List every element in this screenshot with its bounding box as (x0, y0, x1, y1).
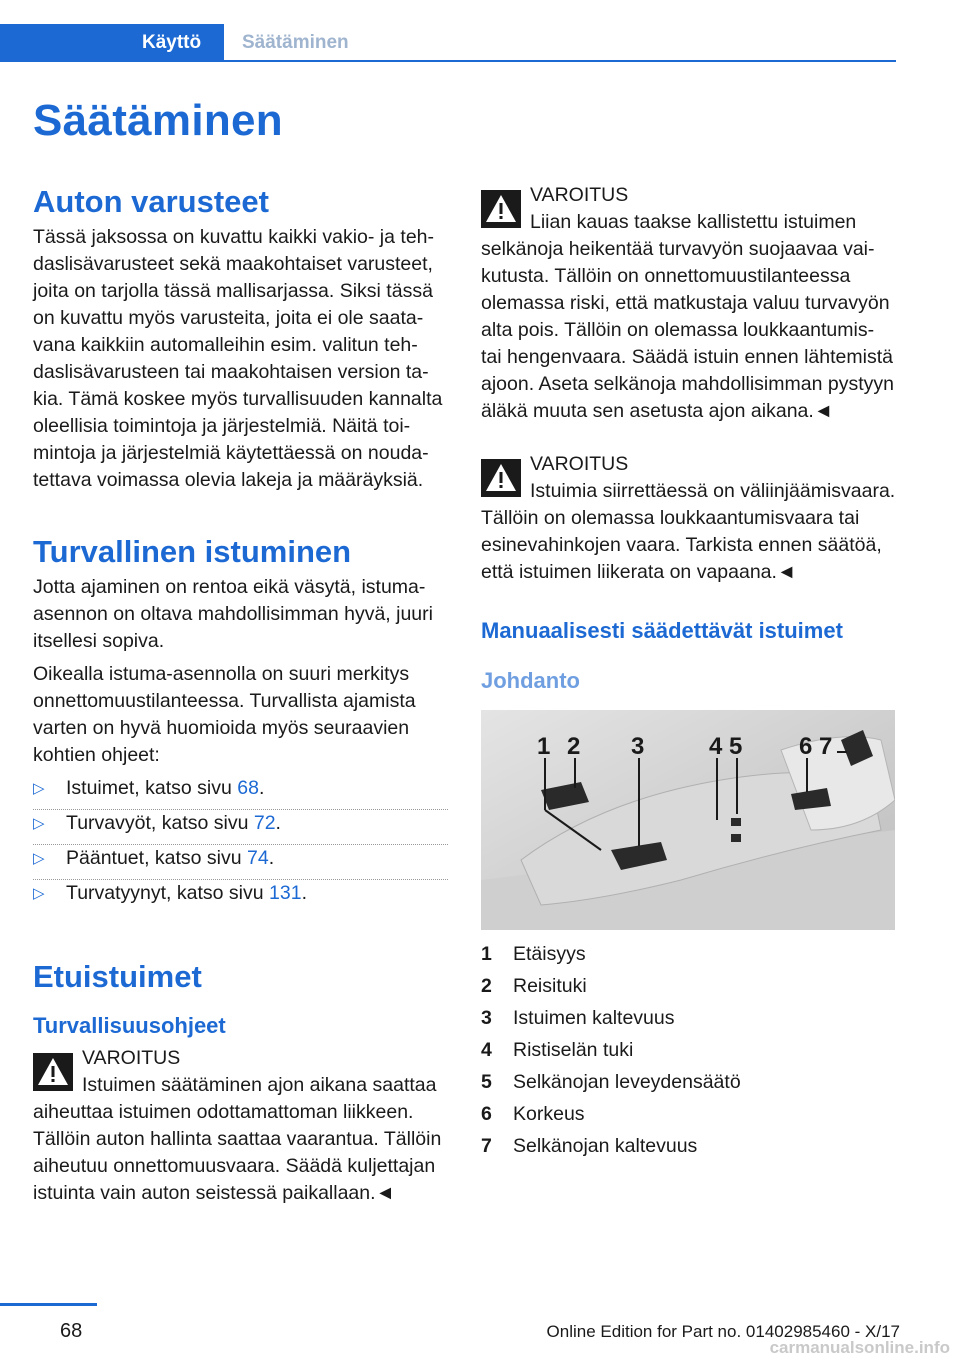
list-item: ▷ Pääntuet, katso sivu 74. (33, 845, 448, 880)
figure-label: 1 (537, 733, 551, 760)
triangle-bullet-icon: ▷ (33, 780, 45, 797)
warning-text: Istuimia siirrettäessä on väliinjäämisvaara. Tällöin on olemassa loukkaantumisvaara tai esinevahinkojen vaara. Tarkista ennen säätöä, että istuimen liikerata on vapaana.◄ (481, 480, 896, 583)
page-link[interactable]: 131 (269, 882, 302, 904)
warning-triangle-icon (481, 459, 521, 497)
subheading-manuaaliset-istuimet: Manuaalisesti säädettävät istuimet (481, 618, 843, 643)
page-link[interactable]: 68 (237, 777, 259, 799)
paragraph-istuma-asento: Jotta ajaminen on rentoa eikä väsytä, istuma-asennon on oltava mahdollisimman hyvä, juuri itsellesi sopiva. (33, 576, 433, 652)
footer-rule (0, 1303, 97, 1306)
list-item: ▷ Turvavyöt, katso sivu 72. (33, 810, 448, 845)
header-rule (224, 60, 896, 62)
warning-block (481, 451, 897, 586)
section-body-auton-varusteet: Tässä jaksossa on kuvattu kaikki vakio- ja tehdaslisävarusteet sekä maakohtaiset varusteet, joita on tarjolla tässä mallisarjassa. Siksi tässä on kuvattu myös varusteita, joita ei ole saatavana kaikkiin automalleihin esim. valitun tehdaslisävarusteen tai maakohtaisen version takia. Tämä koskee myös turvallisuuden kannalta oleellisia toimintoja ja järjestelmiä. Näitä toimintoja ja järjestelmiä käytettäessä on noudatettava voimassa olevia lakeja ja määräyksiä. (33, 226, 443, 491)
warning-title: VAROITUS (530, 184, 629, 206)
section-heading-etuistuimet: Etuistuimet (33, 959, 202, 994)
warning-title: VAROITUS (530, 453, 629, 475)
warning-triangle-icon (481, 190, 521, 228)
reference-list (33, 775, 448, 915)
page-number: 68 (60, 1320, 83, 1342)
watermark: carmanualsonline.info (769, 1338, 950, 1357)
figure-legend (481, 938, 897, 1162)
page-link[interactable]: 74 (247, 847, 269, 869)
legend-item: 5 Selkänojan leveydensäätö (481, 1071, 741, 1093)
list-item: ▷ Turvatyynyt, katso sivu 131. (33, 880, 448, 915)
page-link[interactable]: 72 (253, 812, 276, 834)
figure-label: 7 (819, 733, 833, 760)
section-heading-auton-varusteet: Auton varusteet (33, 184, 269, 219)
legend-item: 6 Korkeus (481, 1103, 585, 1125)
legend-item: 2 Reisituki (481, 975, 587, 997)
section-heading-turvallinen-istuminen: Turvallinen istuminen (33, 534, 352, 569)
legend-item: 4 Ristiselän tuki (481, 1039, 634, 1061)
warning-title: VAROITUS (82, 1047, 181, 1069)
list-item: ▷ Istuimet, katso sivu 68. (33, 775, 448, 810)
figure-label: 5 (729, 733, 743, 760)
figure-label: 3 (631, 733, 645, 760)
warning-triangle-icon (33, 1053, 73, 1091)
legend-item: 1 Etäisyys (481, 943, 586, 965)
header-tabs (0, 24, 896, 62)
triangle-bullet-icon: ▷ (33, 885, 45, 902)
warning-block (481, 182, 897, 425)
warning-text: Liian kauas taakse kallistettu istuimen selkänoja heikentää turvavyön suojaavaa vaikutusta. Tällöin on onnettomuustilanteessa olemassa riski, että matkustaja valuu turvavyön alta pois. Tällöin on olemassa loukkaantumis- tai hengenvaara. Säädä istuin ennen lähtemistä ajoon. Aseta selkänoja mahdollisimman pystyyn äläkä muuta sen asetusta ajon aikana.◄ (481, 211, 894, 422)
seat-adjustment-figure (481, 710, 895, 930)
figure-label: 4 (709, 733, 723, 760)
edition-text: Online Edition for Part no. 01402985460 - X/17 (546, 1322, 900, 1341)
subheading-turvallisuusohjeet: Turvallisuusohjeet (33, 1013, 226, 1038)
tab-kaytto[interactable]: Käyttö (0, 24, 224, 62)
right-column (481, 182, 897, 1162)
figure-label: 2 (567, 733, 581, 760)
warning-text: Istuimen säätäminen ajon aikana saattaa aiheuttaa istuimen odottamattoman liikkeen. Tällöin auton hallinta saattaa vaarantua. Tällöin aiheutuu onnettomuusvaara. Säädä kuljettajan istuinta vain auton seistessä paikallaan.◄ (33, 1074, 442, 1204)
warning-block (33, 1045, 448, 1207)
page-title: Säätäminen (33, 96, 283, 145)
figure-label: 6 (799, 733, 813, 760)
tab-saataminen[interactable]: Säätäminen (242, 32, 349, 53)
legend-item: 3 Istuimen kaltevuus (481, 1007, 675, 1029)
paragraph-oikea-asento: Oikealla istuma-asennolla on suuri merkitys onnettomuustilanteessa. Turvallista ajamista varten on hyvä huomioida myös seuraavien kohtien ohjeet: (33, 663, 416, 766)
left-column (33, 182, 448, 1207)
triangle-bullet-icon: ▷ (33, 850, 45, 867)
subheading-johdanto: Johdanto (481, 668, 580, 693)
triangle-bullet-icon: ▷ (33, 815, 45, 832)
legend-item: 7 Selkänojan kaltevuus (481, 1135, 698, 1157)
